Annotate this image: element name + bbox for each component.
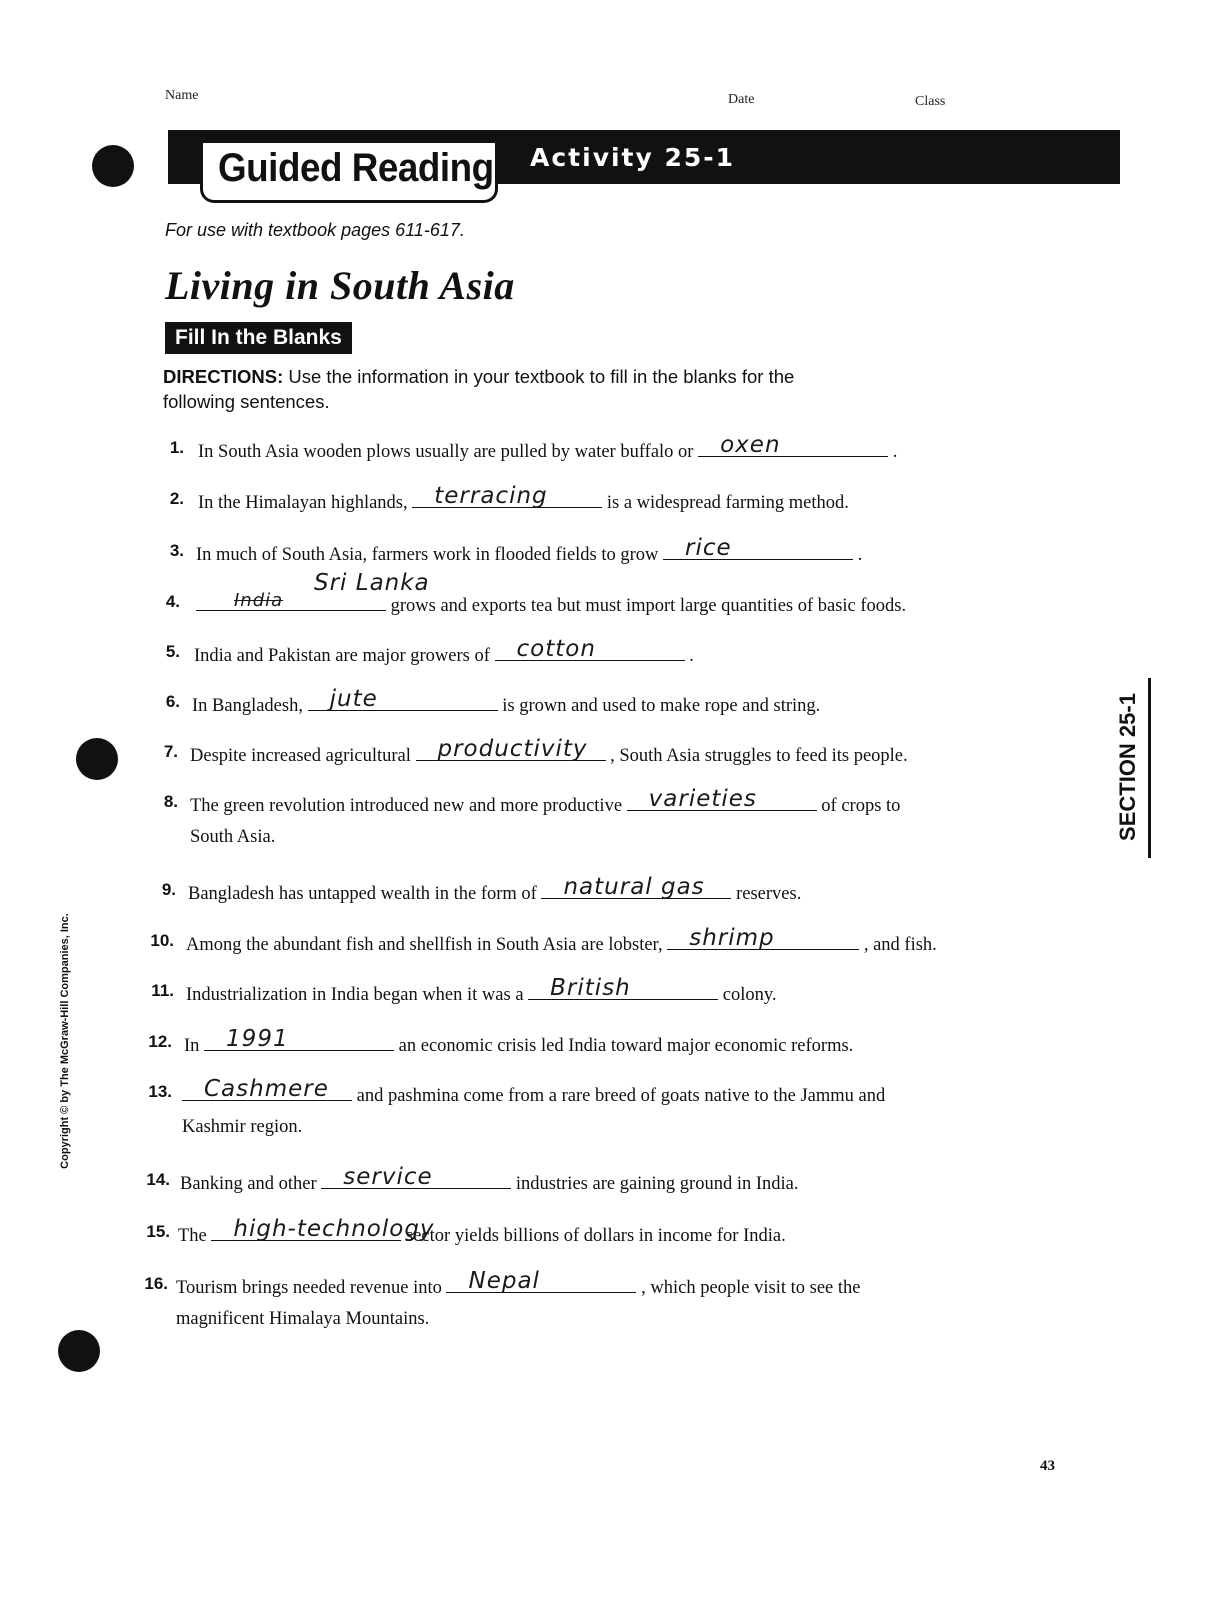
handwritten-answer: cotton xyxy=(516,636,596,662)
question-text-after: reserves. xyxy=(736,884,802,904)
question-continuation: South Asia. xyxy=(190,827,276,847)
handwritten-answer: service xyxy=(343,1164,433,1190)
question-continuation: Kashmir region. xyxy=(182,1117,303,1137)
answer-blank[interactable] xyxy=(446,1268,636,1294)
question-text-before: Banking and other xyxy=(180,1174,317,1194)
question-number: 11. xyxy=(151,981,174,1000)
answer-blank[interactable] xyxy=(182,1076,352,1102)
question-text-after: of crops to xyxy=(821,796,901,816)
question-text-before: In South Asia wooden plows usually are pulled by water buffalo or xyxy=(198,442,694,462)
handwritten-answer: productivity xyxy=(437,736,588,762)
handwritten-answer: rice xyxy=(685,535,732,561)
question-text-after: colony. xyxy=(722,985,777,1005)
date-label: Date xyxy=(728,92,755,107)
question-text-before: The xyxy=(178,1226,207,1246)
page-title: Living in South Asia xyxy=(165,263,515,308)
answer-blank[interactable] xyxy=(495,636,685,662)
answer-blank[interactable] xyxy=(204,1026,394,1052)
question-continuation: magnificent Himalaya Mountains. xyxy=(176,1309,430,1329)
question-text-after: is grown and used to make rope and string. xyxy=(502,696,821,716)
question-text-after: . xyxy=(892,442,898,462)
handwritten-answer: natural gas xyxy=(563,874,705,900)
question-number: 5. xyxy=(165,642,180,661)
question-text-before: Bangladesh has untapped wealth in the form of xyxy=(188,884,537,904)
activity-number: Activity 25-1 xyxy=(530,143,736,172)
copyright-notice: Copyright © by The McGraw-Hill Companies, Inc. xyxy=(59,913,71,1169)
handwritten-answer: 1991 xyxy=(226,1026,289,1052)
question-line xyxy=(190,786,901,817)
question-number: 15. xyxy=(146,1222,170,1241)
question-text-after: , which people visit to see the xyxy=(641,1278,861,1298)
question-text-before: Despite increased agricultural xyxy=(190,746,411,766)
question-number: 9. xyxy=(161,880,176,899)
answer-blank[interactable] xyxy=(528,975,718,1001)
question-line xyxy=(192,686,821,717)
answer-blank[interactable] xyxy=(667,925,859,951)
directions-label: DIRECTIONS: xyxy=(163,366,284,387)
question-line xyxy=(198,432,898,463)
question-line xyxy=(190,736,908,767)
hole-punch-icon xyxy=(76,738,118,780)
handwritten-answer: varieties xyxy=(648,786,757,812)
question-number: 2. xyxy=(169,489,184,508)
answer-blank[interactable] xyxy=(416,736,606,762)
question-text-after: is a widespread farming method. xyxy=(606,493,849,513)
question-number: 3. xyxy=(169,541,184,560)
question-line xyxy=(186,925,937,956)
question-text-before: India and Pakistan are major growers of xyxy=(194,646,490,666)
answer-blank[interactable] xyxy=(308,686,498,712)
question-line xyxy=(196,535,863,566)
question-text-before: In much of South Asia, farmers work in flooded fields to grow xyxy=(196,545,659,565)
section-tab: SECTION 25-1 xyxy=(1115,693,1140,841)
question-number: 8. xyxy=(163,792,178,811)
question-text-after: . xyxy=(857,545,863,565)
handwritten-answer: high-technology xyxy=(233,1216,435,1242)
question-text-before: Tourism brings needed revenue into xyxy=(176,1278,442,1298)
handwritten-answer: Cashmere xyxy=(204,1076,329,1102)
answer-blank[interactable] xyxy=(321,1164,511,1190)
page-number: 43 xyxy=(1040,1458,1055,1474)
question-line xyxy=(182,1076,886,1107)
question-number: 1. xyxy=(169,438,184,457)
question-text-after: an economic crisis led India toward major economic reforms. xyxy=(398,1036,854,1056)
answer-blank[interactable] xyxy=(211,1216,435,1242)
question-text-after: industries are gaining ground in India. xyxy=(515,1174,799,1194)
question-text-after: , and fish. xyxy=(863,935,937,955)
question-text-before: In the Himalayan highlands, xyxy=(198,493,408,513)
section-tab-bar xyxy=(1148,678,1151,858)
question-line xyxy=(180,1164,799,1195)
question-number: 14. xyxy=(146,1170,170,1189)
question-text-after: sector yields billions of dollars in income for India. xyxy=(406,1226,786,1246)
class-label: Class xyxy=(915,94,946,109)
question-line xyxy=(184,1026,854,1057)
crossed-out-answer: India xyxy=(234,590,284,611)
question-line xyxy=(178,1216,786,1247)
answer-blank[interactable] xyxy=(196,570,430,611)
question-line xyxy=(194,636,694,667)
question-text-after: and pashmina come from a rare breed of goats native to the Jammu and xyxy=(356,1086,886,1106)
handwritten-answer: British xyxy=(550,975,631,1001)
question-number: 4. xyxy=(165,592,180,611)
directions-text: Use the information in your textbook to fill in the blanks for the following sentences. xyxy=(163,366,795,412)
question-text-before: Industrialization in India began when it was a xyxy=(186,985,524,1005)
question-text-before: In Bangladesh, xyxy=(192,696,303,716)
question-number: 16. xyxy=(144,1274,168,1293)
question-number: 7. xyxy=(163,742,178,761)
question-line xyxy=(188,874,802,905)
question-text-after: grows and exports tea but must import large quantities of basic foods. xyxy=(390,596,907,616)
hole-punch-icon xyxy=(58,1330,100,1372)
question-line xyxy=(198,483,849,514)
question-text-after: . xyxy=(689,646,694,666)
question-number: 12. xyxy=(148,1032,172,1051)
question-number: 13. xyxy=(148,1082,172,1101)
question-text-before: In xyxy=(184,1036,200,1056)
question-line xyxy=(186,975,777,1006)
answer-blank[interactable] xyxy=(698,432,888,458)
question-line xyxy=(176,1268,861,1299)
directions xyxy=(163,364,863,414)
question-text-after: , South Asia struggles to feed its people. xyxy=(610,746,908,766)
answer-blank[interactable] xyxy=(627,786,817,812)
handwritten-answer: jute xyxy=(329,686,378,712)
question-text-before: Among the abundant fish and shellfish in South Asia are lobster, xyxy=(186,935,663,955)
handwritten-answer: Nepal xyxy=(468,1268,540,1294)
name-label: Name xyxy=(165,88,199,103)
handwritten-answer: shrimp xyxy=(689,925,775,951)
answer-blank[interactable] xyxy=(663,535,853,561)
guided-reading-title: Guided Reading xyxy=(218,146,494,190)
answer-blank[interactable] xyxy=(412,483,602,509)
question-line xyxy=(196,570,907,617)
handwritten-answer: terracing xyxy=(434,483,548,509)
textbook-pages-note: For use with textbook pages 611-617. xyxy=(165,220,465,240)
question-text-before: The green revolution introduced new and more productive xyxy=(190,796,623,816)
handwritten-answer: oxen xyxy=(720,432,781,458)
handwritten-answer: Sri Lanka xyxy=(314,570,430,596)
question-number: 10. xyxy=(150,931,174,950)
hole-punch-icon xyxy=(92,145,134,187)
question-number: 6. xyxy=(165,692,180,711)
answer-blank[interactable] xyxy=(541,874,731,900)
section-label: Fill In the Blanks xyxy=(165,322,352,354)
